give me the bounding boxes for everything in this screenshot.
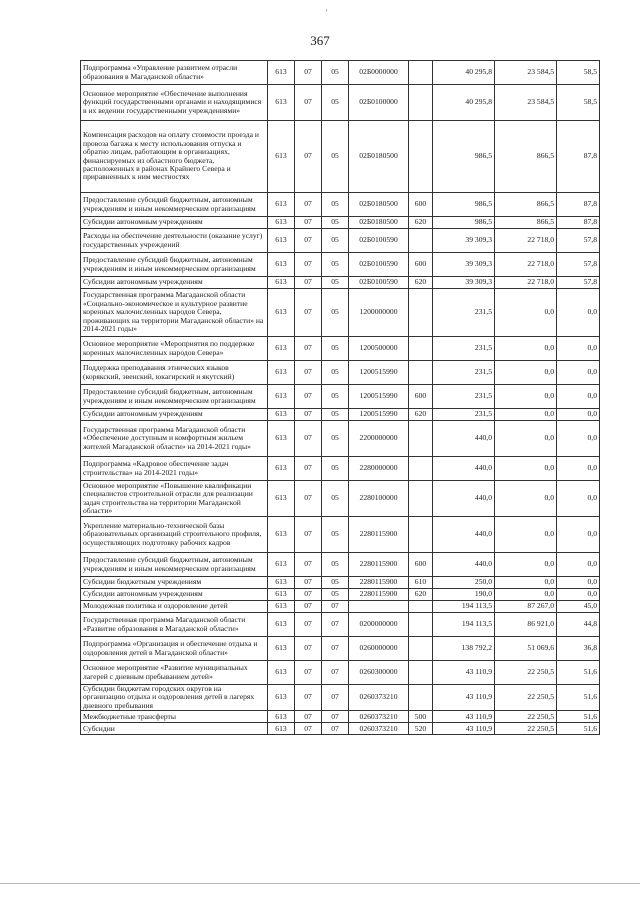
row-name: Молодежная политика и оздоровление детей [81, 601, 268, 613]
row-execution-percent: 0,0 [557, 517, 600, 553]
row-expense-type [409, 121, 433, 193]
row-subsection-code: 05 [322, 361, 349, 385]
row-planned-amount: 39 309,3 [433, 229, 495, 253]
row-name: Межбюджетные трансферты [81, 711, 268, 723]
row-ved-code: 613 [268, 289, 295, 337]
table-row [81, 601, 600, 613]
table-row [81, 61, 600, 85]
budget-table [80, 60, 600, 735]
row-execution-percent: 45,0 [557, 601, 600, 613]
row-subsection-code: 05 [322, 421, 349, 457]
row-section-code: 07 [295, 637, 322, 661]
row-ved-code: 613 [268, 457, 295, 481]
row-executed-amount: 0,0 [495, 421, 557, 457]
row-execution-percent: 44,8 [557, 613, 600, 637]
row-expense-type [409, 481, 433, 517]
row-expense-type [409, 457, 433, 481]
row-subsection-code: 05 [322, 289, 349, 337]
row-target-article: 0260300000 [349, 661, 409, 685]
row-name: Подпрограмма «Управление развитием отрасли образования в Магаданской области» [81, 61, 268, 85]
row-section-code: 07 [295, 217, 322, 229]
table-row [81, 85, 600, 121]
table-body [81, 61, 600, 735]
row-planned-amount: 231,5 [433, 361, 495, 385]
row-planned-amount: 194 113,5 [433, 613, 495, 637]
row-name: Предоставление субсидий бюджетным, автономным учреждениям и иным некоммерческим организациям [81, 553, 268, 577]
row-section-code: 07 [295, 481, 322, 517]
row-name: Предоставление субсидий бюджетным, автономным учреждениям и иным некоммерческим организациям [81, 385, 268, 409]
row-ved-code: 613 [268, 637, 295, 661]
table-row [81, 229, 600, 253]
row-subsection-code: 05 [322, 121, 349, 193]
row-expense-type: 620 [409, 217, 433, 229]
row-name: Субсидии бюджетным учреждениям [81, 577, 268, 589]
table-row [81, 577, 600, 589]
row-subsection-code: 07 [322, 613, 349, 637]
row-executed-amount: 866,5 [495, 121, 557, 193]
row-section-code: 07 [295, 61, 322, 85]
row-executed-amount: 86 921,0 [495, 613, 557, 637]
row-planned-amount: 231,5 [433, 337, 495, 361]
row-subsection-code: 05 [322, 61, 349, 85]
table-row [81, 589, 600, 601]
row-subsection-code: 07 [322, 601, 349, 613]
row-target-article: 1200515990 [349, 361, 409, 385]
row-executed-amount: 0,0 [495, 517, 557, 553]
row-section-code: 07 [295, 685, 322, 711]
row-expense-type: 600 [409, 553, 433, 577]
table-row [81, 553, 600, 577]
row-execution-percent: 87,8 [557, 193, 600, 217]
row-subsection-code: 05 [322, 337, 349, 361]
row-executed-amount: 22 250,5 [495, 661, 557, 685]
row-subsection-code: 05 [322, 229, 349, 253]
row-executed-amount: 866,5 [495, 193, 557, 217]
table-row [81, 385, 600, 409]
row-section-code: 07 [295, 253, 322, 277]
row-ved-code: 613 [268, 337, 295, 361]
row-target-article: 2280000000 [349, 457, 409, 481]
row-ved-code: 613 [268, 601, 295, 613]
table-row [81, 121, 600, 193]
row-execution-percent: 0,0 [557, 409, 600, 421]
row-ved-code: 613 [268, 217, 295, 229]
row-ved-code: 613 [268, 661, 295, 685]
row-expense-type: 500 [409, 711, 433, 723]
row-section-code: 07 [295, 85, 322, 121]
row-ved-code: 613 [268, 385, 295, 409]
row-execution-percent: 57,8 [557, 277, 600, 289]
table-row [81, 685, 600, 711]
row-subsection-code: 05 [322, 253, 349, 277]
table-row [81, 481, 600, 517]
row-target-article: 1200500000 [349, 337, 409, 361]
table-row [81, 253, 600, 277]
table-row [81, 193, 600, 217]
row-execution-percent: 58,5 [557, 61, 600, 85]
table-row [81, 277, 600, 289]
table-row [81, 517, 600, 553]
row-section-code: 07 [295, 121, 322, 193]
row-section-code: 07 [295, 723, 322, 735]
row-execution-percent: 0,0 [557, 337, 600, 361]
row-target-article: 2280115900 [349, 589, 409, 601]
row-target-article: 02Б0180500 [349, 193, 409, 217]
row-ved-code: 613 [268, 421, 295, 457]
row-section-code: 07 [295, 229, 322, 253]
row-subsection-code: 05 [322, 577, 349, 589]
row-planned-amount: 40 295,8 [433, 61, 495, 85]
row-name: Субсидии бюджетам городских округов на организацию отдыха и оздоровления детей в лагерях дневного пребывания [81, 685, 268, 711]
row-name: Субсидии [81, 723, 268, 735]
row-target-article: 2280115900 [349, 517, 409, 553]
row-execution-percent: 57,8 [557, 253, 600, 277]
row-executed-amount: 51 069,6 [495, 637, 557, 661]
row-planned-amount: 231,5 [433, 289, 495, 337]
row-planned-amount: 194 113,5 [433, 601, 495, 613]
row-expense-type [409, 229, 433, 253]
row-ved-code: 613 [268, 193, 295, 217]
row-ved-code: 613 [268, 409, 295, 421]
row-section-code: 07 [295, 409, 322, 421]
row-expense-type: 620 [409, 409, 433, 421]
row-target-article: 2280115900 [349, 577, 409, 589]
row-planned-amount: 231,5 [433, 409, 495, 421]
row-section-code: 07 [295, 661, 322, 685]
row-planned-amount: 43 110,9 [433, 661, 495, 685]
row-ved-code: 613 [268, 685, 295, 711]
row-planned-amount: 231,5 [433, 385, 495, 409]
row-ved-code: 613 [268, 553, 295, 577]
row-section-code: 07 [295, 457, 322, 481]
row-planned-amount: 43 110,9 [433, 723, 495, 735]
row-planned-amount: 986,5 [433, 193, 495, 217]
row-ved-code: 613 [268, 85, 295, 121]
row-ved-code: 613 [268, 613, 295, 637]
row-planned-amount: 40 295,8 [433, 85, 495, 121]
row-execution-percent: 87,8 [557, 121, 600, 193]
row-subsection-code: 05 [322, 457, 349, 481]
row-target-article: 0260000000 [349, 637, 409, 661]
row-name: Субсидии автономным учреждениям [81, 217, 268, 229]
row-planned-amount: 43 110,9 [433, 711, 495, 723]
row-ved-code: 613 [268, 121, 295, 193]
row-subsection-code: 05 [322, 85, 349, 121]
row-target-article: 2280115900 [349, 553, 409, 577]
row-expense-type [409, 637, 433, 661]
row-planned-amount: 440,0 [433, 457, 495, 481]
row-name: Основное мероприятие «Обеспечение выполнения функций государственными органами и находящимися в их ведении государственными учреждениями» [81, 85, 268, 121]
row-ved-code: 613 [268, 277, 295, 289]
row-name: Субсидии автономным учреждениям [81, 589, 268, 601]
row-subsection-code: 07 [322, 685, 349, 711]
row-name: Предоставление субсидий бюджетным, автономным учреждениям и иным некоммерческим организациям [81, 253, 268, 277]
table-row [81, 337, 600, 361]
row-expense-type: 600 [409, 253, 433, 277]
row-target-article: 02Б0180500 [349, 121, 409, 193]
row-planned-amount: 440,0 [433, 421, 495, 457]
row-ved-code: 613 [268, 361, 295, 385]
row-planned-amount: 43 110,9 [433, 685, 495, 711]
row-section-code: 07 [295, 613, 322, 637]
row-target-article: 1200515990 [349, 409, 409, 421]
row-name: Государственная программа Магаданской области «Обеспечение доступным и комфортным жильем жителей Магаданской области» на 2014-2021 годы» [81, 421, 268, 457]
row-expense-type [409, 361, 433, 385]
row-planned-amount: 986,5 [433, 217, 495, 229]
row-target-article: 02Б0100590 [349, 277, 409, 289]
row-subsection-code: 07 [322, 711, 349, 723]
row-ved-code: 613 [268, 577, 295, 589]
row-name: Поддержка преподавания этнических языков (корякский, эвенский, юкагирский и якутский) [81, 361, 268, 385]
row-execution-percent: 0,0 [557, 289, 600, 337]
row-executed-amount: 0,0 [495, 385, 557, 409]
table-row [81, 421, 600, 457]
row-executed-amount: 22 250,5 [495, 685, 557, 711]
row-execution-percent: 0,0 [557, 457, 600, 481]
table-row [81, 637, 600, 661]
table-row [81, 217, 600, 229]
row-planned-amount: 39 309,3 [433, 253, 495, 277]
row-executed-amount: 0,0 [495, 553, 557, 577]
row-execution-percent: 58,5 [557, 85, 600, 121]
row-section-code: 07 [295, 193, 322, 217]
row-section-code: 07 [295, 589, 322, 601]
row-executed-amount: 23 584,5 [495, 85, 557, 121]
row-executed-amount: 22 250,5 [495, 711, 557, 723]
row-name: Подпрограмма «Организация и обеспечение отдыха и оздоровления детей в Магаданской области» [81, 637, 268, 661]
row-subsection-code: 07 [322, 637, 349, 661]
table-row [81, 613, 600, 637]
row-executed-amount: 22 718,0 [495, 253, 557, 277]
row-ved-code: 613 [268, 61, 295, 85]
row-target-article: 0260373210 [349, 711, 409, 723]
row-name: Подпрограмма «Кадровое обеспечение задач строительства» на 2014-2021 годы» [81, 457, 268, 481]
row-executed-amount: 22 718,0 [495, 277, 557, 289]
page-number: 367 [310, 33, 330, 48]
row-subsection-code: 05 [322, 553, 349, 577]
row-subsection-code: 05 [322, 277, 349, 289]
row-name: Предоставление субсидий бюджетным, автономным учреждениям и иным некоммерческим организациям [81, 193, 268, 217]
table-row [81, 723, 600, 735]
row-execution-percent: 51,6 [557, 723, 600, 735]
row-section-code: 07 [295, 361, 322, 385]
row-expense-type: 620 [409, 277, 433, 289]
row-name: Субсидии автономным учреждениям [81, 277, 268, 289]
row-execution-percent: 51,6 [557, 661, 600, 685]
row-execution-percent: 0,0 [557, 481, 600, 517]
row-target-article: 02Б0000000 [349, 61, 409, 85]
row-planned-amount: 440,0 [433, 481, 495, 517]
row-planned-amount: 440,0 [433, 517, 495, 553]
table-row [81, 289, 600, 337]
row-execution-percent: 0,0 [557, 385, 600, 409]
row-section-code: 07 [295, 601, 322, 613]
row-expense-type [409, 85, 433, 121]
row-section-code: 07 [295, 421, 322, 457]
table-row [81, 661, 600, 685]
row-subsection-code: 05 [322, 217, 349, 229]
row-subsection-code: 05 [322, 385, 349, 409]
row-executed-amount: 22 718,0 [495, 229, 557, 253]
row-target-article: 2280100000 [349, 481, 409, 517]
row-executed-amount: 866,5 [495, 217, 557, 229]
row-name: Государственная программа Магаданской области «Социально-экономическое и культурное развитие коренных малочисленных народов Севера, проживающих на территории Магаданской области» на 2014-2021 годы» [81, 289, 268, 337]
row-name: Укрепление материально-технической базы образовательных организаций строительного профиля, осуществляющих подготовку рабочих кадров [81, 517, 268, 553]
row-executed-amount: 0,0 [495, 361, 557, 385]
row-name: Компенсация расходов на оплату стоимости проезда и провоза багажа к месту использования отпуска и обратно лицам, работающим в организациях, финансируемых из областного бюджета, расположенных в районах Крайнего Севера и приравненных к ним местностях [81, 121, 268, 193]
row-executed-amount: 22 250,5 [495, 723, 557, 735]
row-subsection-code: 05 [322, 589, 349, 601]
row-executed-amount: 0,0 [495, 337, 557, 361]
row-target-article [349, 601, 409, 613]
row-ved-code: 613 [268, 517, 295, 553]
row-planned-amount: 986,5 [433, 121, 495, 193]
row-target-article: 02Б0100000 [349, 85, 409, 121]
row-section-code: 07 [295, 711, 322, 723]
row-planned-amount: 250,0 [433, 577, 495, 589]
row-executed-amount: 0,0 [495, 289, 557, 337]
row-expense-type [409, 601, 433, 613]
row-target-article: 1200000000 [349, 289, 409, 337]
row-name: Государственная программа Магаданской области «Развитие образования в Магаданской области» [81, 613, 268, 637]
row-execution-percent: 0,0 [557, 577, 600, 589]
row-executed-amount: 0,0 [495, 589, 557, 601]
row-subsection-code: 05 [322, 193, 349, 217]
row-executed-amount: 0,0 [495, 577, 557, 589]
row-expense-type [409, 661, 433, 685]
page-bottom-rule [0, 883, 640, 884]
row-expense-type [409, 61, 433, 85]
row-expense-type [409, 685, 433, 711]
row-ved-code: 613 [268, 711, 295, 723]
row-ved-code: 613 [268, 723, 295, 735]
row-executed-amount: 0,0 [495, 409, 557, 421]
row-name: Основное мероприятие «Развитие муниципальных лагерей с дневным пребыванием детей» [81, 661, 268, 685]
row-executed-amount: 0,0 [495, 481, 557, 517]
row-expense-type: 600 [409, 385, 433, 409]
row-expense-type: 520 [409, 723, 433, 735]
row-execution-percent: 57,8 [557, 229, 600, 253]
row-expense-type [409, 421, 433, 457]
row-section-code: 07 [295, 289, 322, 337]
row-section-code: 07 [295, 337, 322, 361]
row-target-article: 0260373210 [349, 723, 409, 735]
row-planned-amount: 190,0 [433, 589, 495, 601]
row-expense-type [409, 337, 433, 361]
row-name: Основное мероприятие «Повышение квалификации специалистов строительной отрасли для реализации задач строительства на территории Магаданской области» [81, 481, 268, 517]
row-execution-percent: 0,0 [557, 589, 600, 601]
row-planned-amount: 138 792,2 [433, 637, 495, 661]
row-planned-amount: 440,0 [433, 553, 495, 577]
row-execution-percent: 0,0 [557, 553, 600, 577]
row-target-article: 1200515990 [349, 385, 409, 409]
row-target-article: 02Б0180500 [349, 217, 409, 229]
row-expense-type [409, 517, 433, 553]
row-executed-amount: 23 584,5 [495, 61, 557, 85]
row-expense-type: 620 [409, 589, 433, 601]
row-target-article: 2200000000 [349, 421, 409, 457]
row-target-article: 0200000000 [349, 613, 409, 637]
row-ved-code: 613 [268, 253, 295, 277]
row-subsection-code: 07 [322, 723, 349, 735]
row-expense-type: 610 [409, 577, 433, 589]
row-section-code: 07 [295, 553, 322, 577]
row-target-article: 0260373210 [349, 685, 409, 711]
row-execution-percent: 51,6 [557, 711, 600, 723]
row-target-article: 02Б0100590 [349, 253, 409, 277]
row-name: Субсидии автономным учреждениям [81, 409, 268, 421]
row-subsection-code: 05 [322, 481, 349, 517]
row-ved-code: 613 [268, 481, 295, 517]
row-executed-amount: 0,0 [495, 457, 557, 481]
row-target-article: 02Б0100590 [349, 229, 409, 253]
row-executed-amount: 87 267,0 [495, 601, 557, 613]
table-row [81, 361, 600, 385]
row-execution-percent: 0,0 [557, 361, 600, 385]
row-execution-percent: 0,0 [557, 421, 600, 457]
row-execution-percent: 36,8 [557, 637, 600, 661]
row-execution-percent: 87,8 [557, 217, 600, 229]
table-row [81, 711, 600, 723]
row-subsection-code: 07 [322, 661, 349, 685]
row-expense-type: 600 [409, 193, 433, 217]
row-section-code: 07 [295, 577, 322, 589]
row-subsection-code: 05 [322, 409, 349, 421]
table-row [81, 457, 600, 481]
row-section-code: 07 [295, 517, 322, 553]
row-subsection-code: 05 [322, 517, 349, 553]
row-name: Расходы на обеспечение деятельности (оказание услуг) государственных учреждений [81, 229, 268, 253]
row-ved-code: 613 [268, 589, 295, 601]
scan-mark: ' [326, 8, 328, 17]
row-expense-type [409, 613, 433, 637]
row-planned-amount: 39 309,3 [433, 277, 495, 289]
row-execution-percent: 51,6 [557, 685, 600, 711]
row-ved-code: 613 [268, 229, 295, 253]
row-expense-type [409, 289, 433, 337]
table-row [81, 409, 600, 421]
row-name: Основное мероприятие «Мероприятия по поддержке коренных малочисленных народов Севера» [81, 337, 268, 361]
row-section-code: 07 [295, 385, 322, 409]
row-section-code: 07 [295, 277, 322, 289]
